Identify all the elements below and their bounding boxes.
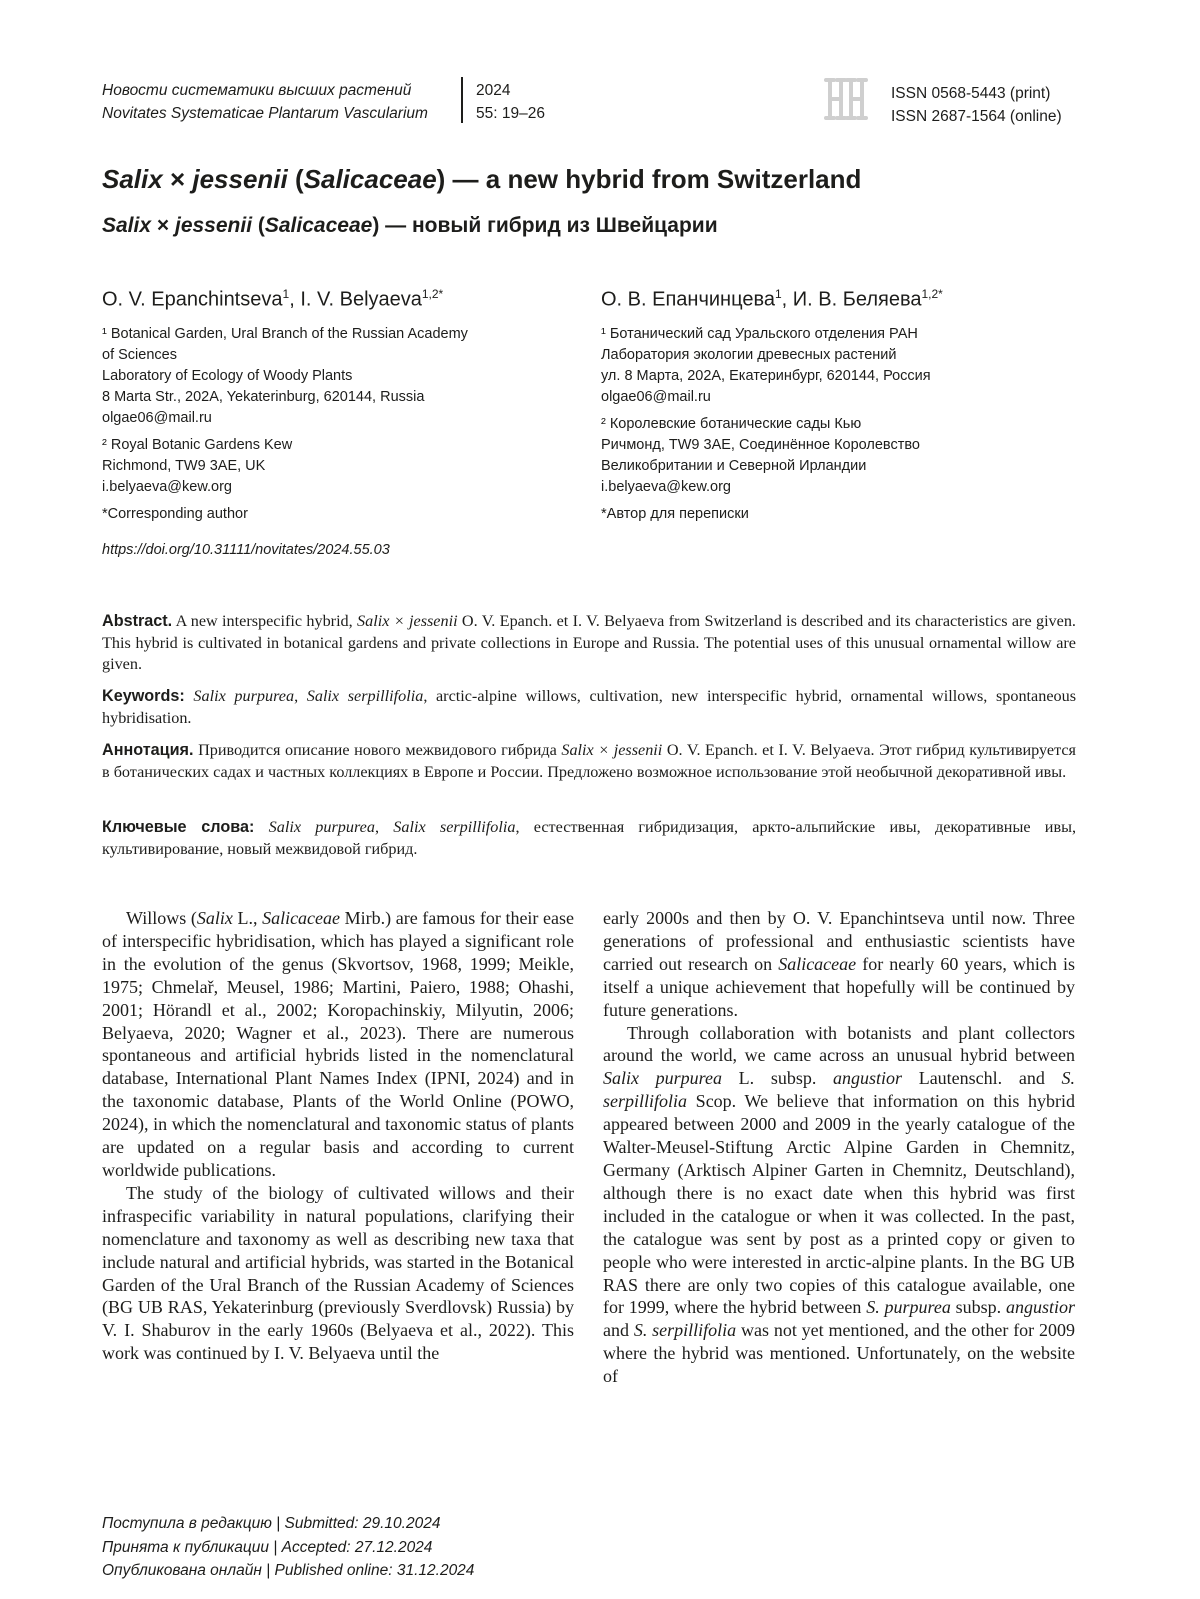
author-sep: ,	[781, 288, 793, 311]
keyword-taxon: Salix purpurea	[268, 818, 375, 836]
body-taxon: angustior	[833, 1068, 903, 1089]
body-column-left	[102, 907, 574, 1365]
body-text: L.,	[232, 908, 263, 928]
affil-email[interactable]: olgae06@mail.ru	[102, 410, 212, 426]
keywords-text: , arctic-alpine willows, cultivation, new interspecific hybrid, ornamental willows, spontaneous hybridisation.	[102, 687, 1076, 727]
author-1-ru-affil: 1	[774, 287, 782, 301]
affil-email[interactable]: i.belyaeva@kew.org	[601, 479, 731, 495]
affil-line: ¹ Ботанический сад Уральского отделения РАН	[601, 326, 918, 342]
affil-line: Richmond, TW9 3AE, UK	[102, 458, 266, 474]
body-taxon: Salix	[196, 908, 233, 928]
body-text: subsp.	[950, 1297, 1006, 1318]
body-text: early 2000s and then by O. V. Epanchintseva until now. Three generations of professional and enthusiastic scientists have carried out research on	[603, 908, 1075, 974]
date-submitted: Поступила в редакцию | Submitted: 29.10.2024	[102, 1515, 441, 1532]
affil-line: of Sciences	[102, 347, 177, 363]
abstract-text: A new interspecific hybrid,	[172, 612, 358, 630]
title-ru-epithet: jessenii	[174, 214, 253, 237]
affiliations-ru	[601, 324, 931, 525]
issue-year: 2024	[476, 82, 511, 99]
doi-link[interactable]: https://doi.org/10.31111/novitates/2024.55.03	[102, 542, 390, 558]
authors-ru	[601, 287, 943, 312]
body-taxon: S. serpillifolia	[633, 1320, 737, 1341]
article-title-en	[102, 164, 861, 195]
body-text: Mirb.) are famous for their ease of interspecific hybridisation, which has played a significant role in the evolution of the genus (Skvortsov, 1968, 1999; Meikle, 1975; Chmelař, Meusel, 1986; Martini, Paiero, 1988; Ohashi, 2001; Hörandl et al., 2002; Koropachinskiy, Milyutin, 2006; Belyaeva, 2020; Wagner et al., 2023). There are numerous spontaneous and artificial hybrids listed in the nomenclatural database, International Plant Names Index (IPNI, 2024) and in the taxonomic database, Plants of the World Online (POWO, 2024), in which the nomenclatural and taxonomic status of plants are updated on a regular basis and according to current worldwide publications.	[102, 908, 574, 1180]
author-sep: ,	[289, 288, 301, 311]
issue-info	[476, 79, 545, 125]
affil-email[interactable]: olgae06@mail.ru	[601, 389, 711, 405]
affiliation-1	[102, 324, 468, 429]
affil-line: ул. 8 Марта, 202А, Екатеринбург, 620144, Россия	[601, 368, 931, 384]
keywords-ru	[102, 817, 1076, 860]
body-text: for nearly 60 years, which is itself a unique achievement that hopefully will be continued by future generations.	[603, 953, 1075, 1020]
body-text: was not yet mentioned, and the other for 2009 where the hybrid was mentioned. Unfortunately, on the website of	[603, 1320, 1076, 1387]
affil-line: Laboratory of Ecology of Woody Plants	[102, 368, 353, 384]
issn-block	[891, 82, 1062, 128]
keywords-ru-label: Ключевые слова:	[102, 818, 255, 836]
author-1-affil: 1	[282, 287, 290, 301]
annotation-ru	[102, 740, 1076, 783]
body-taxon: angustior	[1005, 1297, 1075, 1318]
affil-line: ² Королевские ботанические сады Кью	[601, 416, 862, 432]
keywords-label: Keywords:	[102, 687, 185, 705]
author-1: O. V. Epanchintseva	[102, 288, 283, 311]
journal-name-latin: Novitates Systematicae Plantarum Vascularium	[102, 105, 428, 122]
body-text: Through collaboration with botanists and plant collectors around the world, we came across an unusual hybrid between	[603, 1022, 1075, 1066]
corresponding-note: *Corresponding author	[102, 506, 248, 522]
date-accepted: Принята к публикации | Accepted: 27.12.2024	[102, 1538, 433, 1556]
publication-dates	[102, 1512, 474, 1583]
body-column-right	[603, 907, 1075, 1388]
affil-line: Великобритании и Северной Ирландии	[601, 458, 867, 474]
author-2-ru-affil: 1,2*	[921, 287, 943, 301]
article-title-ru	[102, 214, 718, 238]
author-1-ru: О. В. Епанчинцева	[601, 288, 775, 311]
body-paragraph: The study of the biology of cultivated willows and their infraspecific variability in natural populations, clarifying their nomenclature and taxonomy as well as describing new taxa that include natural and artificial hybrids, was started in the Botanical Garden of the Ural Branch of the Russian Academy of Sciences (BG UB RAS, Yekaterinburg (previously Sverdlovsk) Russia) by V. I. Shaburov in the early 1960s (Belyaeva et al., 2022). This work was continued by I. V. Belyaeva until the	[102, 1182, 574, 1364]
author-2: I. V. Belyaeva	[300, 288, 422, 311]
author-2-affil: 1,2*	[421, 287, 444, 301]
abstract-taxon: Salix × jessenii	[357, 612, 458, 630]
title-family: Salicaceae	[303, 164, 437, 194]
authors-en	[102, 287, 443, 312]
title-paren: (	[287, 164, 304, 194]
affil-email[interactable]: i.belyaeva@kew.org	[102, 479, 232, 495]
body-taxon: Salix purpurea	[603, 1068, 722, 1089]
keyword-taxon: Salix serpillifolia	[393, 818, 516, 836]
body-text: Scop. We believe that information on this hybrid appeared between 2000 and 2009 in the yearly catalogue of the Walter-Meusel-Stiftung Arctic Alpine Garden in Chemnitz, Germany (Arktisch Alpiner Garten in Chemnitz, Deutschland), although there is no exact date when this hybrid was first included in the catalogue or when it was collected. In the past, the catalogue was sent by post as a printed copy or given to people who were interested in arctic-alpine plants. In the BG UB RAS there are only two copies of this catalogue available, one for 1999, where the hybrid between	[603, 1091, 1075, 1318]
body-taxon: S. serpillifolia	[603, 1068, 1075, 1112]
keywords-text: ,	[294, 687, 307, 705]
body-text: L. subsp.	[722, 1068, 834, 1089]
body-paragraph	[603, 907, 1075, 1022]
affiliation-2	[102, 435, 468, 498]
body-text: Willows (	[126, 908, 197, 928]
annotation-taxon: Salix × jessenii	[561, 741, 663, 759]
annotation-text: O. V. Epanch. et I. V. Belyaeva. Этот гибрид культивируется в ботанических садах и частных коллекциях в Европе и России. Предложено возможное использование этой необычной декоративной ивы.	[102, 741, 1076, 781]
title-ru-family: Salicaceae	[264, 214, 373, 237]
title-genus: Salix	[102, 164, 163, 194]
body-taxon: S. purpurea	[866, 1297, 951, 1318]
affil-line: Лаборатория экологии древесных растений	[601, 347, 897, 363]
journal-name	[102, 79, 428, 125]
annotation-text: Приводится описание нового межвидового гибрида	[193, 741, 562, 759]
issue-volume-pages: 55: 19–26	[476, 105, 545, 122]
abstract	[102, 611, 1076, 676]
abstract-text: O. V. Epanch. et I. V. Belyaeva from Switzerland is described and its characteristics are given. This hybrid is cultivated in botanical gardens and private collections in Europe and Russia. The potential uses of this unusual ornamental willow are given.	[102, 612, 1076, 673]
body-paragraph	[603, 1022, 1075, 1389]
keywords-text: ,	[374, 818, 394, 836]
title-ru-genus: Salix	[102, 214, 152, 237]
affil-line: 8 Marta Str., 202A, Yekaterinburg, 620144, Russia	[102, 389, 425, 405]
affil-line: ¹ Botanical Garden, Ural Branch of the Russian Academy	[102, 326, 468, 342]
author-2-ru: И. В. Беляева	[792, 288, 922, 311]
title-rest: ) — a new hybrid from Switzerland	[436, 164, 862, 194]
date-published: Опубликована онлайн | Published online: 31.12.2024	[102, 1562, 475, 1579]
keyword-taxon: Salix serpillifolia	[306, 687, 424, 705]
keywords-text: , естественная гибридизация, аркто-альпийские ивы, декоративные ивы, культивирование, новый межвидовой гибрид.	[102, 818, 1077, 858]
keywords	[102, 686, 1076, 729]
affil-line: ² Royal Botanic Gardens Kew	[102, 437, 293, 453]
body-taxon: Salicaceae	[778, 953, 857, 974]
title-ru-rest: ) — новый гибрид из Швейцарии	[372, 214, 718, 237]
header-divider	[461, 77, 463, 123]
body-taxon: Salicaceae	[262, 908, 341, 928]
keyword-taxon: Salix purpurea	[193, 687, 295, 705]
corresponding-note-ru: *Автор для переписки	[601, 506, 749, 522]
issn-online: ISSN 2687-1564 (online)	[891, 108, 1062, 125]
title-ru-cross: ×	[151, 214, 175, 237]
affiliation-2-ru	[601, 414, 931, 498]
annotation-label: Аннотация.	[102, 741, 194, 759]
issn-print: ISSN 0568-5443 (print)	[891, 85, 1051, 102]
title-cross: ×	[162, 164, 193, 194]
abstract-label: Abstract.	[102, 612, 173, 630]
body-text: and	[603, 1320, 634, 1341]
affil-line: Ричмонд, TW9 3AE, Соединённое Королевство	[601, 437, 920, 453]
journal-name-ru: Новости систематики высших растений	[102, 82, 412, 99]
title-ru-paren: (	[252, 214, 265, 237]
body-text: Lautenschl. and	[902, 1068, 1062, 1089]
affiliations-en	[102, 324, 468, 525]
journal-logo-icon	[818, 74, 878, 129]
body-paragraph	[102, 907, 574, 1182]
affiliation-1-ru	[601, 324, 931, 408]
title-epithet: jessenii	[192, 164, 288, 194]
